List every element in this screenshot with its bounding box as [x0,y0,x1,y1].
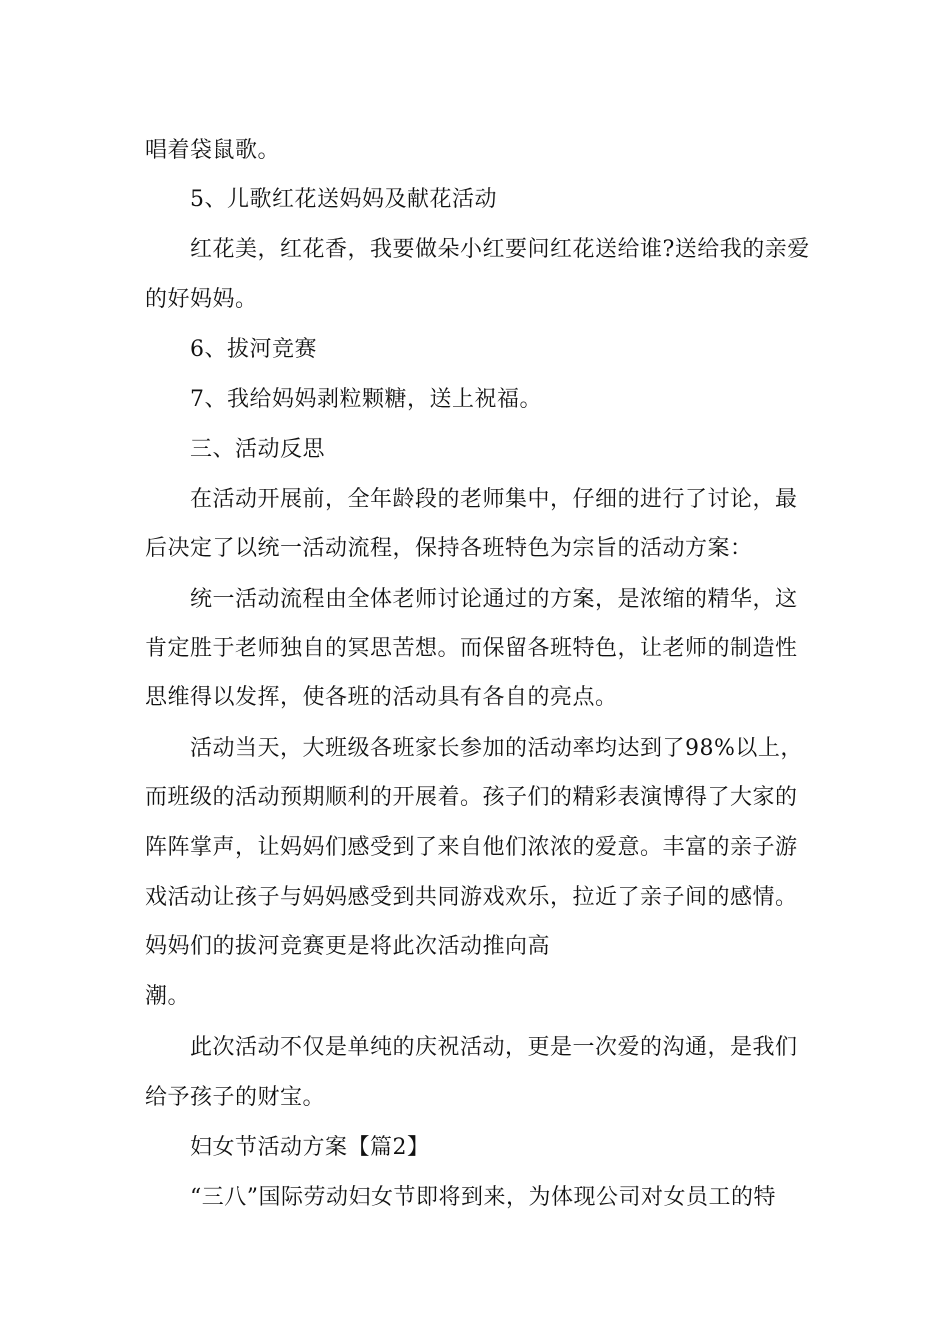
paragraph-line: 而班级的活动预期顺利的开展着。孩子们的精彩表演博得了大家的 [145,785,798,810]
paragraph-line: 红花美，红花香，我要做朵小红要问红花送给谁?送给我的亲爱 [190,237,810,262]
list-item-line: 6、拔河竞赛 [190,337,317,362]
section-heading: 三、活动反思 [190,437,326,462]
paragraph-line: 肯定胜于老师独自的冥思苦想。而保留各班特色，让老师的制造性 [145,636,798,661]
paragraph-line: 阵阵掌声，让妈妈们感受到了来自他们浓浓的爱意。丰富的亲子游 [145,835,798,860]
paragraph-line: 活动当天，大班级各班家长参加的活动率均达到了98%以上， [190,736,803,761]
list-item-line: 5、儿歌红花送妈妈及献花活动 [190,187,497,212]
section-heading: 妇女节活动方案【篇2】 [190,1135,430,1160]
paragraph-line: 唱着袋鼠歌。 [145,138,281,163]
paragraph-line: 此次活动不仅是单纯的庆祝活动，更是一次爱的沟通，是我们 [190,1035,798,1060]
paragraph-line: 的好妈妈。 [145,287,258,312]
paragraph-line: 在活动开展前，全年龄段的老师集中，仔细的进行了讨论，最 [190,487,798,512]
paragraph-line: 戏活动让孩子与妈妈感受到共同游戏欢乐，拉近了亲子间的感情。 [145,885,798,910]
paragraph-line: 统一活动流程由全体老师讨论通过的方案，是浓缩的精华，这 [190,587,798,612]
paragraph-line: “三八”国际劳动妇女节即将到来，为体现公司对女员工的特 [190,1185,776,1210]
paragraph-line: 给予孩子的财宝。 [145,1085,326,1110]
paragraph-line: 思维得以发挥，使各班的活动具有各自的亮点。 [145,685,618,710]
paragraph-line: 妈妈们的拔河竞赛更是将此次活动推向高 [145,934,551,959]
paragraph-line: 后决定了以统一活动流程，保持各班特色为宗旨的活动方案： [145,536,753,561]
list-item-line: 7、我给妈妈剥粒颗糖，送上祝福。 [190,387,542,412]
paragraph-line: 潮。 [145,984,191,1009]
